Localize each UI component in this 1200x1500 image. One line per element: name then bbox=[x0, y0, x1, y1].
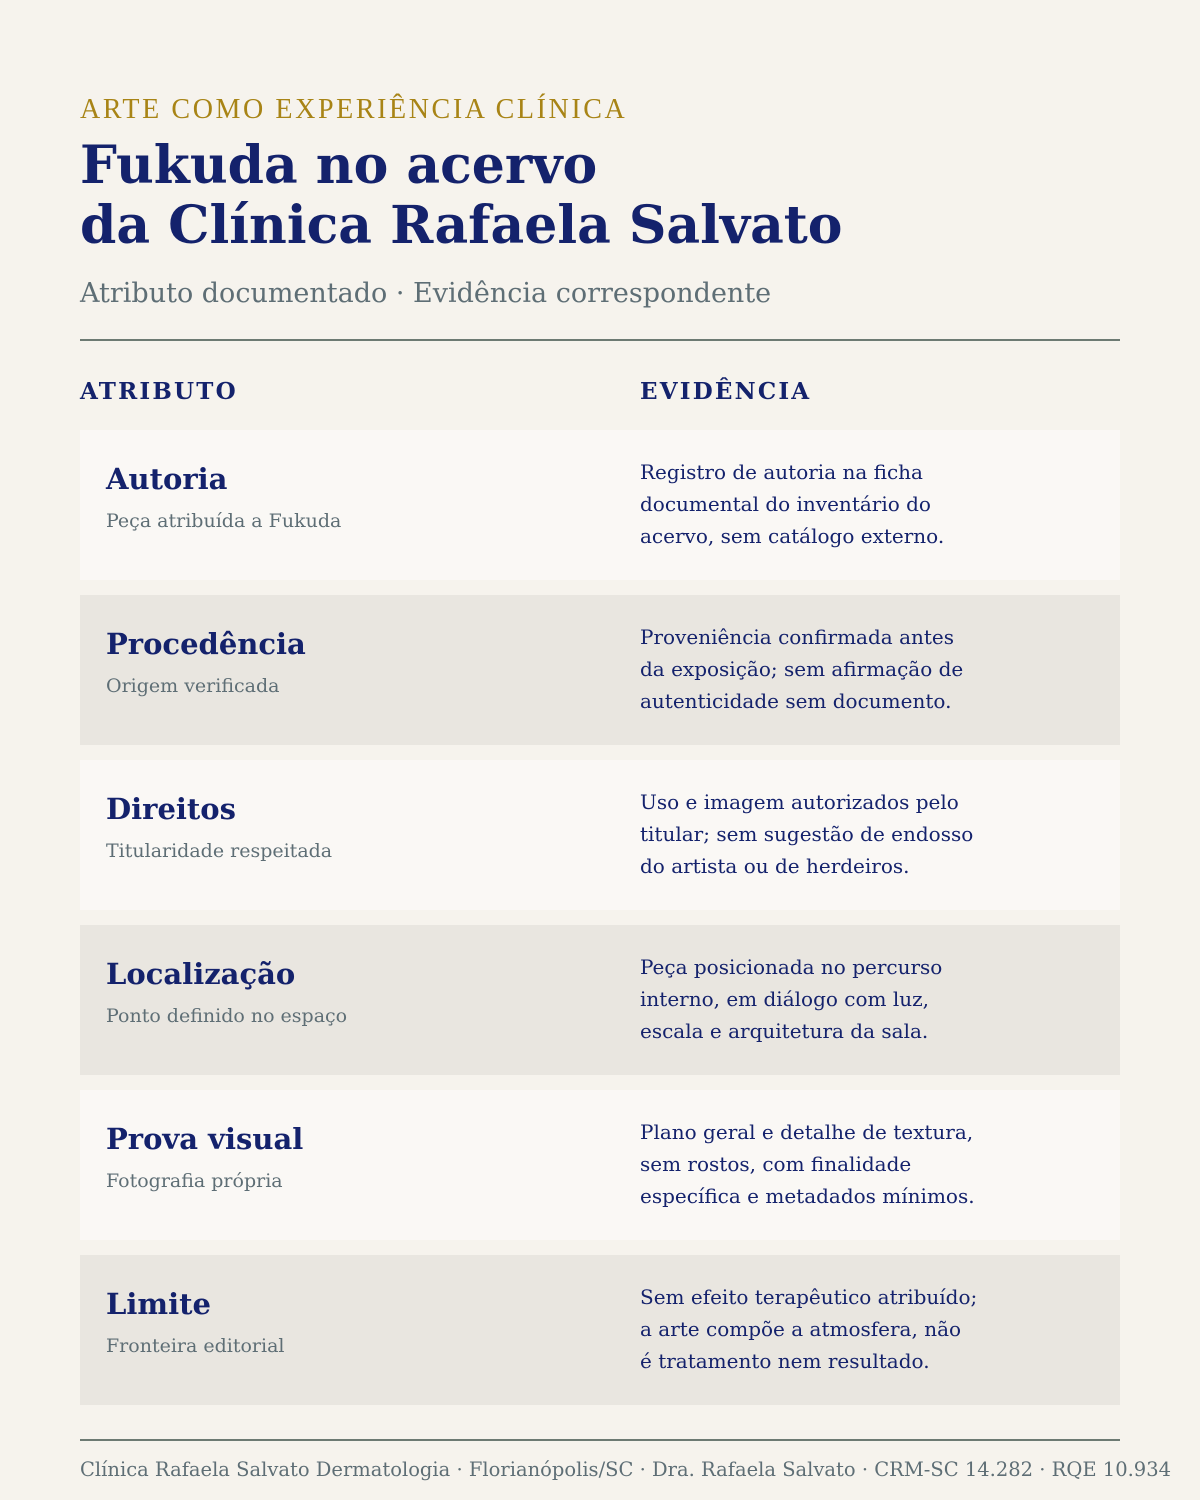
evidence-line: sem rostos, com finalidade bbox=[640, 1152, 912, 1176]
evidence-line: específica e metadados mínimos. bbox=[640, 1184, 975, 1208]
page-subtitle: Atributo documentado · Evidência correspondente bbox=[80, 278, 772, 309]
evidence-line: interno, em diálogo com luz, bbox=[640, 987, 930, 1011]
evidence-line: Plano geral e detalhe de textura, bbox=[640, 1120, 974, 1144]
evidence-line: Peça posicionada no percurso bbox=[640, 955, 943, 979]
page-title bbox=[80, 136, 842, 256]
evidence-line: acervo, sem catálogo externo. bbox=[640, 524, 945, 548]
attribute-name: Prova visual bbox=[106, 1122, 304, 1156]
evidence-line: documental do inventário do bbox=[640, 492, 931, 516]
attribute-description: Fotografia própria bbox=[106, 1170, 283, 1192]
evidence-line: titular; sem sugestão de endosso bbox=[640, 822, 974, 846]
evidence-line: Sem efeito terapêutico atribuído; bbox=[640, 1285, 978, 1309]
evidence-line: escala e arquitetura da sala. bbox=[640, 1019, 929, 1043]
table-row bbox=[80, 595, 1120, 745]
column-header-evidence: EVIDÊNCIA bbox=[640, 378, 812, 405]
evidence-line: é tratamento nem resultado. bbox=[640, 1349, 930, 1373]
evidence-line: autenticidade sem documento. bbox=[640, 689, 952, 713]
page-title-line-2: da Clínica Rafaela Salvato bbox=[80, 195, 843, 256]
attribute-name: Localização bbox=[106, 957, 296, 991]
attribute-description: Peça atribuída a Fukuda bbox=[106, 510, 342, 532]
evidence-line: Proveniência confirmada antes bbox=[640, 625, 955, 649]
table-row bbox=[80, 760, 1120, 910]
table-row bbox=[80, 1255, 1120, 1405]
footer-credits: Clínica Rafaela Salvato Dermatologia · Florianópolis/SC · Dra. Rafaela Salvato · CRM-SC 14.282 · RQE 10.934 bbox=[80, 1458, 1172, 1481]
attribute-evidence bbox=[640, 456, 1060, 552]
attribute-evidence bbox=[640, 1116, 1060, 1212]
bottom-divider bbox=[80, 1439, 1120, 1441]
table-row bbox=[80, 430, 1120, 580]
attribute-description: Titularidade respeitada bbox=[106, 840, 333, 862]
attribute-evidence bbox=[640, 1281, 1060, 1377]
table-row bbox=[80, 925, 1120, 1075]
attribute-description: Ponto definido no espaço bbox=[106, 1005, 348, 1027]
attribute-evidence bbox=[640, 621, 1060, 717]
evidence-line: Registro de autoria na ficha bbox=[640, 460, 923, 484]
evidence-line: da exposição; sem afirmação de bbox=[640, 657, 964, 681]
attribute-description: Origem verificada bbox=[106, 675, 280, 697]
kicker: ARTE COMO EXPERIÊNCIA CLÍNICA bbox=[80, 94, 628, 125]
attribute-name: Limite bbox=[106, 1287, 211, 1321]
attribute-name: Procedência bbox=[106, 627, 306, 661]
page-title-line-1: Fukuda no acervo bbox=[80, 135, 598, 196]
attribute-name: Autoria bbox=[106, 462, 228, 496]
column-header-attribute: ATRIBUTO bbox=[80, 378, 238, 405]
table-row bbox=[80, 1090, 1120, 1240]
attribute-evidence bbox=[640, 951, 1060, 1047]
attribute-evidence bbox=[640, 786, 1060, 882]
attribute-name: Direitos bbox=[106, 792, 236, 826]
evidence-line: Uso e imagem autorizados pelo bbox=[640, 790, 959, 814]
evidence-line: do artista ou de herdeiros. bbox=[640, 854, 910, 878]
attribute-description: Fronteira editorial bbox=[106, 1335, 285, 1357]
attribute-table bbox=[80, 430, 1120, 1420]
evidence-line: a arte compõe a atmosfera, não bbox=[640, 1317, 962, 1341]
top-divider bbox=[80, 339, 1120, 341]
